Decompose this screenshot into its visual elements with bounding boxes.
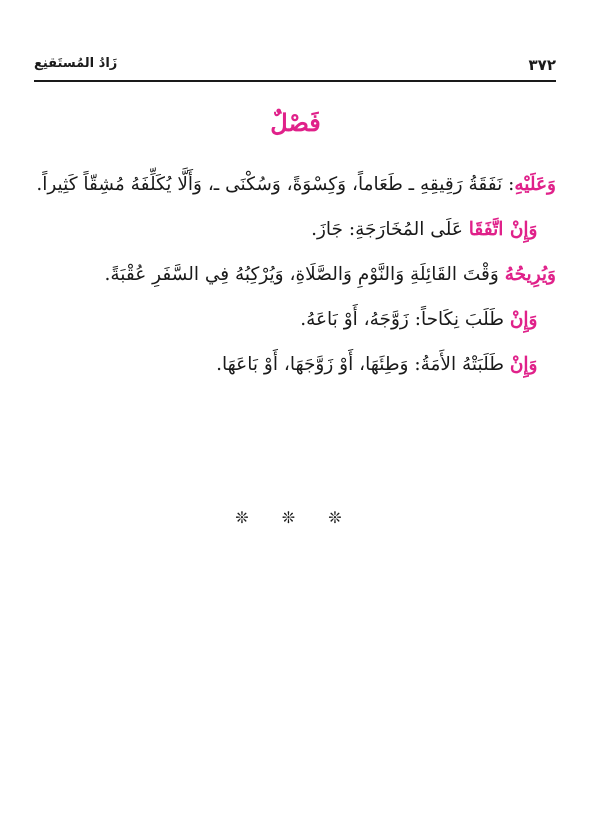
paragraph-3 xyxy=(34,258,556,291)
paragraph-text: طَلَبَ نِكَاحاً: زَوَّجَهُ، أَوْ بَاعَهُ. xyxy=(300,309,510,330)
paragraph-keyword: وَيُرِيحُهُ xyxy=(504,264,556,285)
section-divider: ❊ ❊ ❊ xyxy=(235,508,356,527)
paragraph-text: طَلَبَتْهُ الأَمَةُ: وَطِئَهَا، أَوْ زَوَّجَهَا، أَوْ بَاعَهَا. xyxy=(216,354,510,375)
body-text xyxy=(34,168,556,393)
paragraph-text: : نَفَقَةُ رَقِيقِهِ ـ طَعَاماً، وَكِسْوَةً، وَسُكْنَى ـ، وَأَلَّا يُكَلِّفَهُ مُشِقّاً كَثِيراً. xyxy=(36,174,515,195)
page-number: ٣٧٢ xyxy=(528,56,556,74)
paragraph-keyword: وَإِنْ xyxy=(509,354,538,375)
paragraph-2 xyxy=(34,213,556,246)
paragraph-5 xyxy=(34,348,556,381)
page-header xyxy=(34,52,556,82)
paragraph-text: وَقْتَ القَائِلَةِ وَالنَّوْمِ وَالصَّلَاةِ، وَيُرْكِبُهُ فِي السَّفَرِ عُقْبَةً. xyxy=(104,264,505,285)
paragraph-text: عَلَى المُخَارَجَةِ: جَازَ. xyxy=(311,219,469,240)
paragraph-keyword: وَإِنْ اتَّفَقَا xyxy=(468,219,538,240)
paragraph-keyword: وَإِنْ xyxy=(509,309,538,330)
running-title: زَادُ المُستَقنِع xyxy=(34,56,118,71)
paragraph-keyword: وَعَلَيْهِ xyxy=(514,174,556,195)
paragraph-4 xyxy=(34,303,556,336)
paragraph-1 xyxy=(34,168,556,201)
section-title: فَصْلٌ xyxy=(270,108,321,137)
